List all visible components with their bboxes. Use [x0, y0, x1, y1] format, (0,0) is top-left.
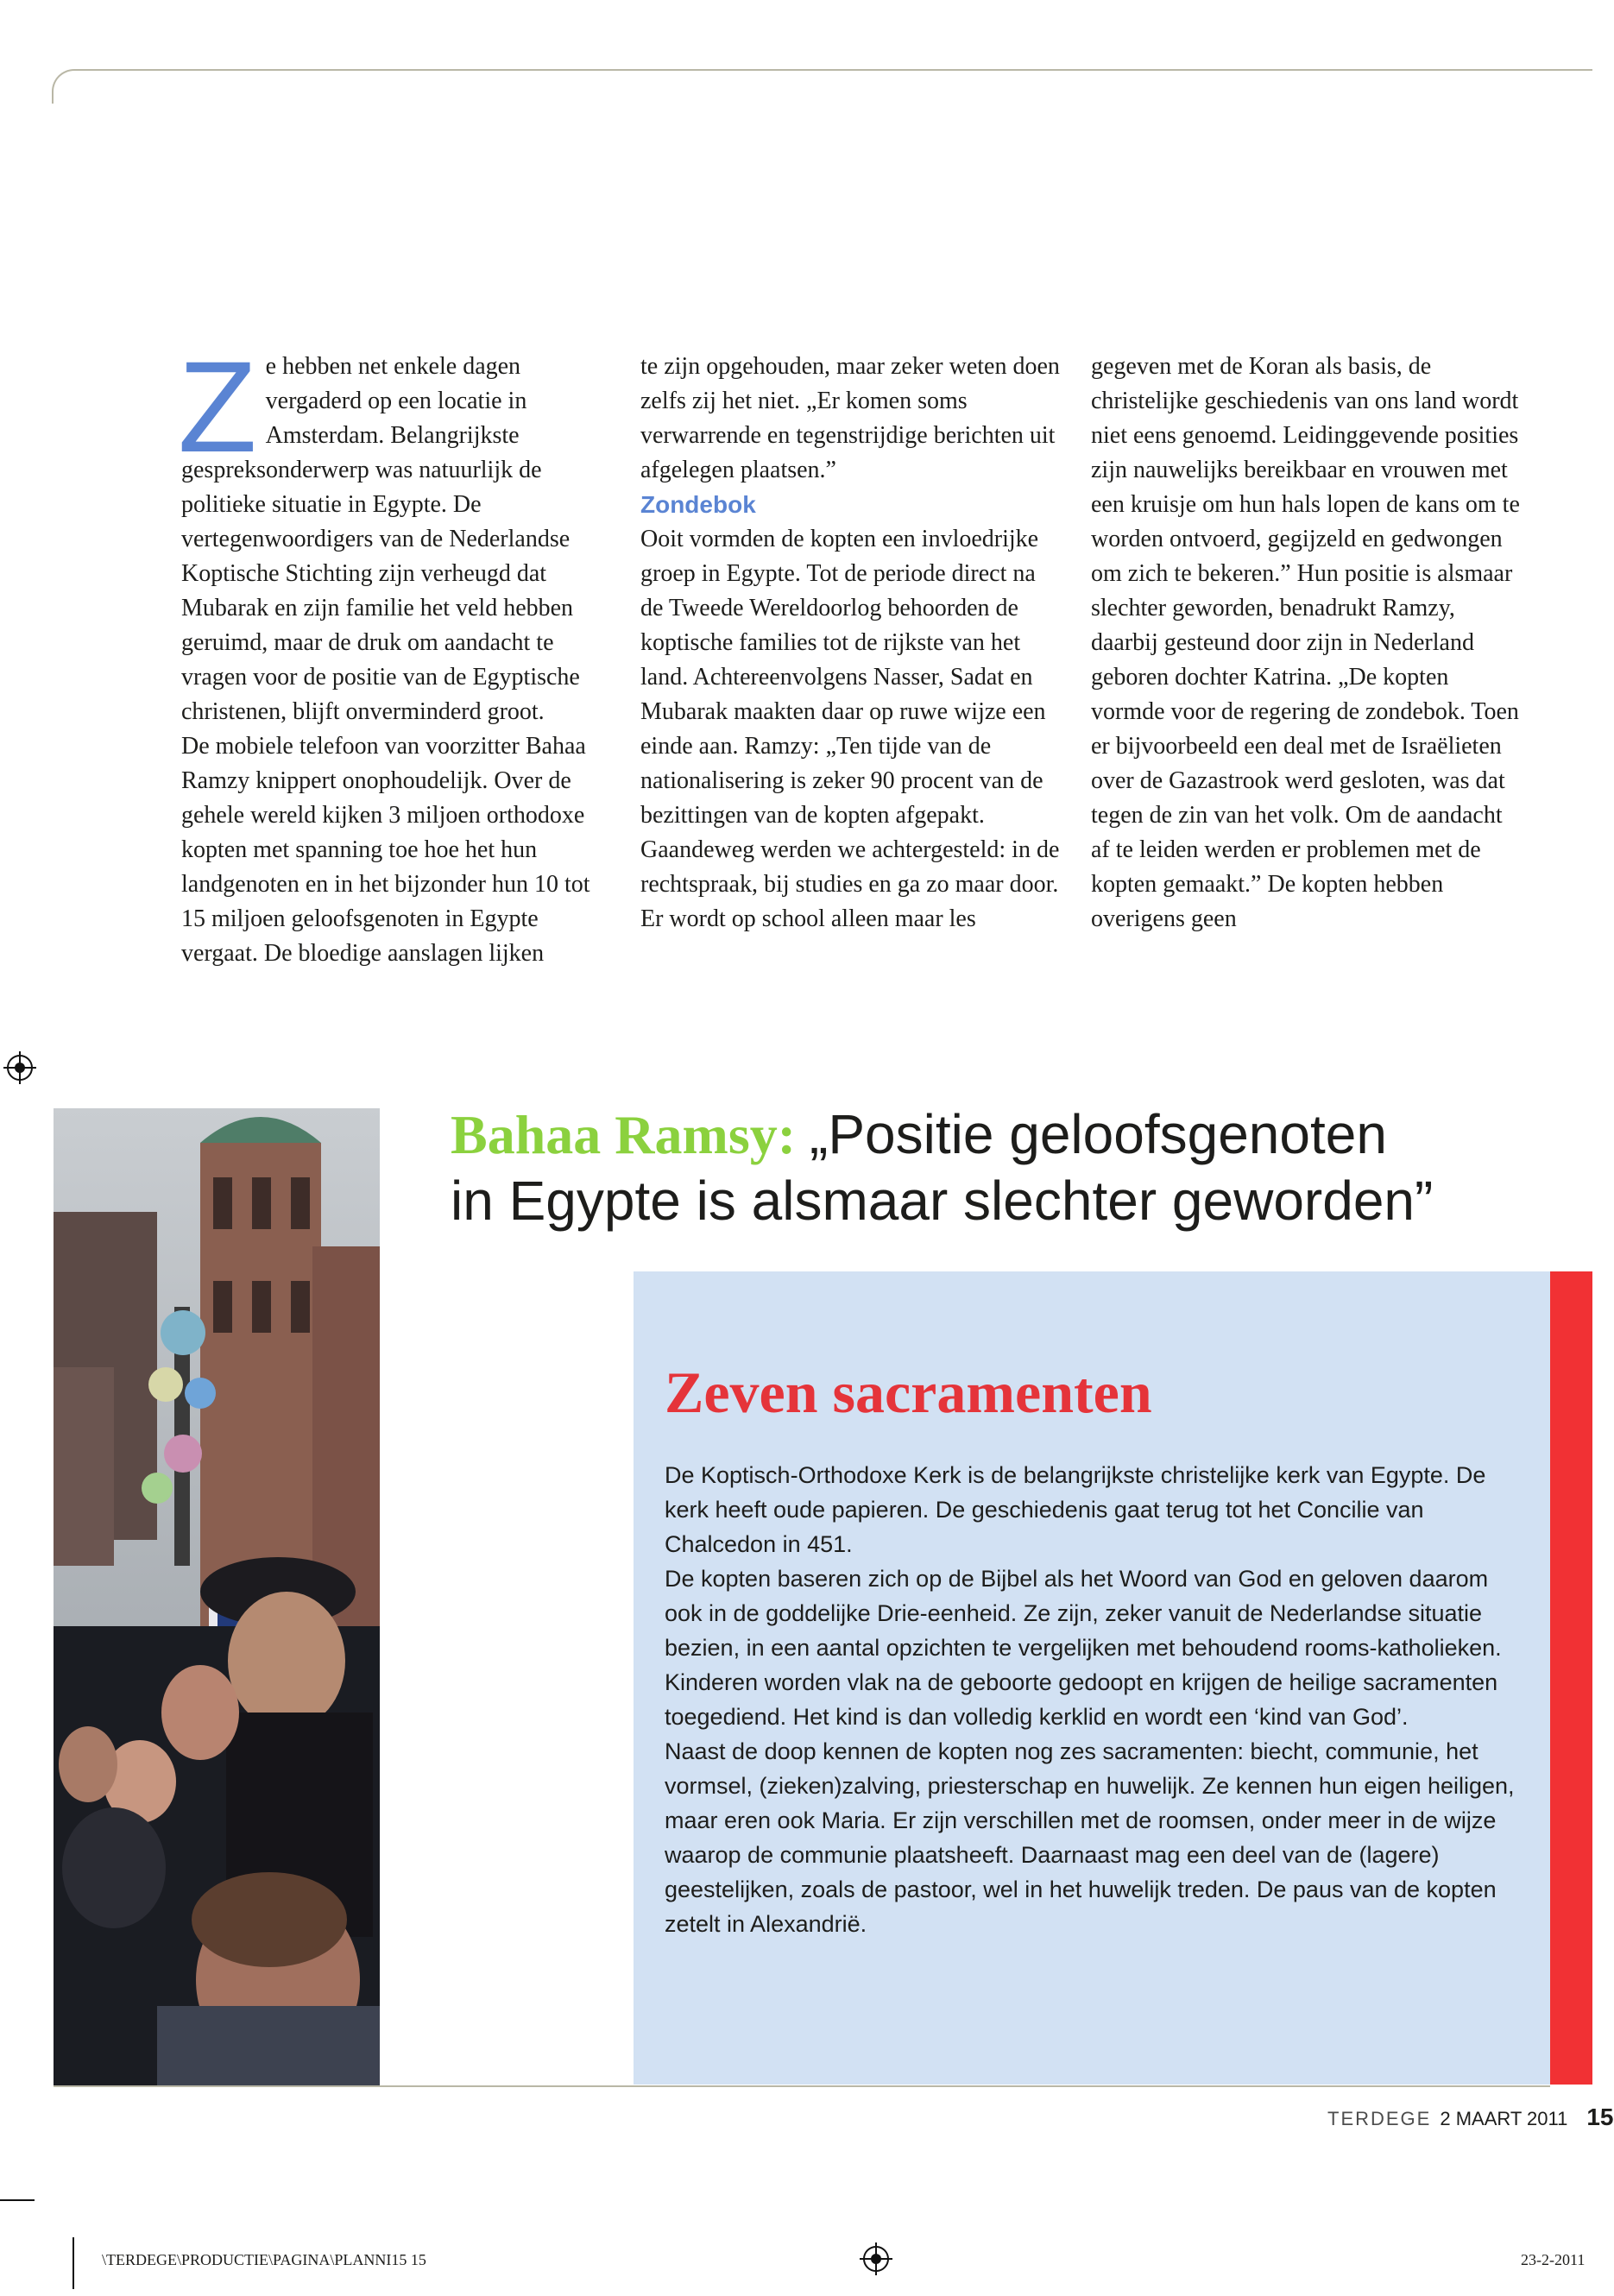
article-column-3 [1091, 350, 1523, 937]
sidebar-title: Zeven sacramenten [665, 1359, 1152, 1425]
slug-date: 23-2-2011 [1521, 2251, 1586, 2268]
slug-path: \TERDEGE\PRODUCTIE\PAGINA\PLANNI15 15 [102, 2251, 426, 2268]
pull-quote [451, 1101, 1573, 1233]
photo-illustration [54, 1108, 380, 2087]
sidebar-text [665, 1458, 1519, 1941]
magazine-name: TERDEGE [1327, 2108, 1432, 2129]
page-footer [1327, 2104, 1614, 2132]
col2-intro: te zijn opgehouden, maar zeker weten doen zelfs zij het niet. „Er komen soms verwarrende en tegenstrijdige berichten uit afgelegen plaatsen.” [640, 353, 1060, 483]
pull-quote-text-2: in Egypte is alsmaar slechter geworden” [451, 1170, 1434, 1232]
pull-quote-line-1 [451, 1101, 1573, 1168]
drop-cap: Z [178, 334, 257, 479]
col1-text-2: De mobiele telefoon van voorzitter Bahaa Ramzy knippert onophoudelijk. Over de gehele wereld kijken 3 miljoen orthodoxe kopten met spanning toe hoe het hun landgenoten en in het bijzonder hun 10 tot 15 miljoen geloofsgenoten in Egypte vergaat. De bloedige aanslagen lijken [181, 733, 590, 967]
col3-body: gegeven met de Koran als basis, de christelijke geschiedenis van ons land wordt niet eens genoemd. Leidinggevende posities zijn nauwelijks bereikbaar en vrouwen met een kruisje om hun hals lopen de kans om te worden ontvoerd, gegijzeld en gedwongen om zich te bekeren.” Hun positie is alsmaar slechter geworden, benadrukt Ramzy, daarbij gesteund door zijn in Nederland geboren dochter Katrina. „De kopten vormde voor de regering de zondebok. Toen er bijvoorbeeld een deal met de Israëlieten over de Gazastrook werd gesloten, was dat tegen de zin van het volk. Om de aandacht af te leiden werden er problemen met de kopten gemaakt.” De kopten hebben overigens geen [1091, 353, 1520, 932]
registration-mark-icon [863, 2246, 889, 2272]
issue-date: 2 MAART 2011 [1440, 2108, 1568, 2129]
crop-mark [0, 2199, 35, 2201]
pull-quote-text-1: „Positie geloofsgenoten [810, 1103, 1387, 1165]
registration-mark-icon [7, 1055, 33, 1081]
col2-body: Ooit vormden de kopten een invloedrijke groep in Egypte. Tot de periode direct na de Tweede Wereldoorlog behoorden de koptische families tot de rijkste van het land. Achtereenvolgens Nasser, Sadat en Mubarak maakten daar op ruwe wijze een einde aan. Ramzy: „Ten tijde van de nationalisering is zeker 90 procent van de bezittingen van de kopten afgepakt. Gaandeweg werden we achtergesteld: in de rechtspraak, bij studies en ga zo maar door. Er wordt op school alleen maar les [640, 526, 1060, 932]
sidebar-box [634, 1271, 1550, 2085]
photo-coptic-demonstration [54, 1108, 380, 2087]
bottom-rule [54, 2085, 1550, 2087]
col1-text-1: e hebben net enkele dagen vergaderd op een locatie in Amsterdam. Belangrijkste gespreksonderwerp was natuurlijk de politieke situatie in Egypte. De vertegenwoordigers van de Nederlandse Koptische Stichting zijn verheugd dat Mubarak en zijn familie het veld hebben geruimd, maar de druk om aandacht te vragen voor de positie van de Egyptische christenen, blijft onverminderd groot. [181, 353, 580, 725]
crop-mark [73, 2237, 74, 2289]
article-column-2 [640, 350, 1063, 937]
page-number: 15 [1586, 2104, 1614, 2130]
sidebar-paragraph: Naast de doop kennen de kopten nog zes sacramenten: biecht, communie, het vormsel, (zieken)zalving, priesterschap en huwelijk. Ze kennen hun eigen heiligen, maar eren ook Maria. Er zijn verschillen met de roomsen, onder meer in de wijze waarop de communie plaatsheeft. Daarnaast mag een deel van de (lagere) geestelijken, zoals de pastoor, wel in het huwelijk treden. De paus van de kopten zetelt in Alexandrië. [665, 1738, 1515, 1937]
article-column-1 [178, 334, 604, 971]
subhead-zondebok: Zondebok [640, 491, 756, 518]
sidebar-paragraph: De Koptisch-Orthodoxe Kerk is de belangrijkste christelijke kerk van Egypte. De kerk heeft oude papieren. De geschiedenis gaat terug tot het Concilie van Chalcedon in 451. [665, 1462, 1486, 1557]
top-rule [52, 69, 1592, 104]
intro-paragraph [178, 334, 604, 729]
red-accent-bar [1550, 1271, 1592, 2085]
sidebar-paragraph: De kopten baseren zich op de Bijbel als het Woord van God en geloven daarom ook in de goddelijke Drie-eenheid. Ze zijn, zeker vanuit de Nederlandse situatie bezien, in een aantal opzichten te vergelijken met behoudend rooms-katholieken. Kinderen worden vlak na de geboorte gedoopt en krijgen de heilige sacramenten toegediend. Het kind is dan volledig kerklid en wordt een ‘kind van God’. [665, 1566, 1502, 1730]
pull-quote-speaker: Bahaa Ramsy: [451, 1104, 797, 1165]
